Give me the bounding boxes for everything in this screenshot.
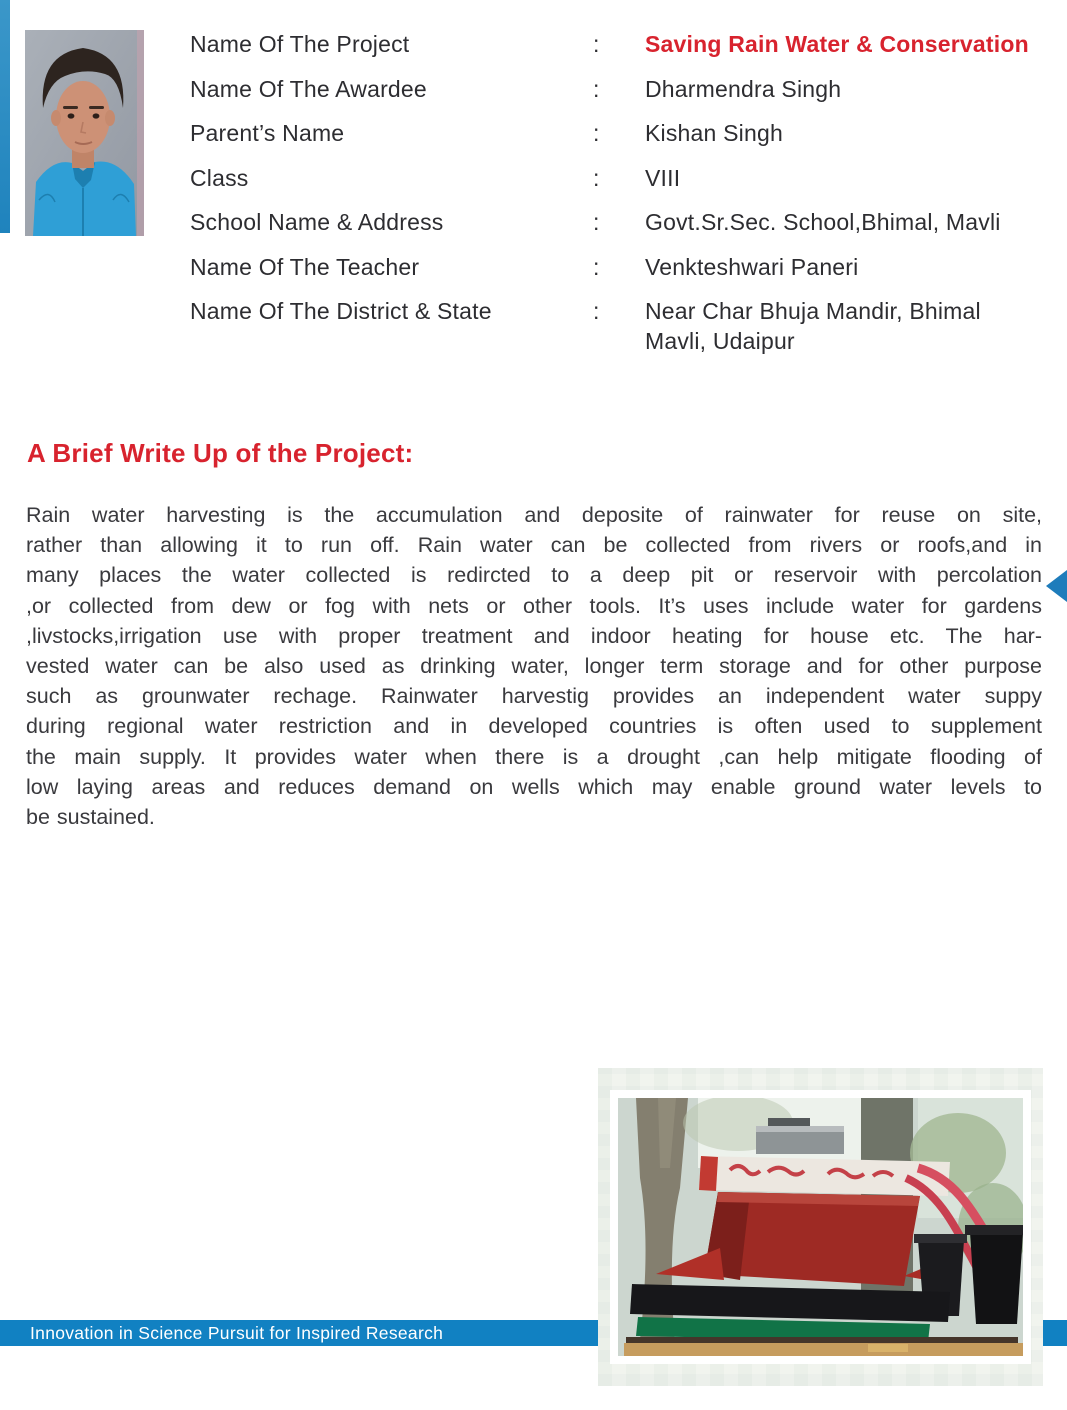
writeup-heading: A Brief Write Up of the Project: [27,438,414,468]
awardee-portrait-illustration [25,30,144,236]
district-state-value [645,289,1067,356]
writeup-line: ,livstocks,irrigation use with proper treatment and indoor heating for house etc. The har- [26,623,1042,648]
row-colon: : [593,209,600,236]
project-model-photo [598,1068,1043,1386]
row-colon: : [593,31,600,57]
writeup-line: Rain water harvesting is the accumulation and deposite of rainwater for reuse on site, [26,503,1042,527]
left-accent-bar [0,0,10,233]
awardee-photo [25,30,144,236]
row-label: Class [190,164,249,191]
district-state-line1: Near Char Bhuja Mandir, Bhimal [645,298,981,325]
teacher-value: Venkteshwari Paneri [645,253,859,280]
footer-banner-text: Innovation in Science Pursuit for Inspired Research [30,1323,444,1343]
class-value: VIII [645,164,681,191]
awardee-name-value: Dharmendra Singh [645,75,842,102]
row-label: Parent’s Name [190,120,345,147]
blue-arrow-icon [1046,570,1067,602]
row-label: Name Of The Project [190,31,410,57]
table-row-school [190,200,1067,245]
writeup-line: during regional water restriction and in developed countries is often used to supplement [26,714,1042,739]
row-label: School Name & Address [190,209,444,236]
writeup-line: the main supply. It provides water when there is a drought ,can help mitigate flooding of [26,744,1042,769]
row-colon: : [593,164,600,191]
writeup-line: such as grounwater rechage. Rainwater harvestig provides an independent water suppy [26,684,1042,709]
writeup-line: ,or collected from dew or fog with nets or other tools. It’s uses include water for gardens [26,593,1042,618]
project-name-value: Saving Rain Water & Conservation [645,31,1029,57]
row-colon: : [593,253,600,280]
row-colon: : [593,120,600,147]
writeup-line: many places the water collected is redircted to a deep pit or reservoir with percolation [26,563,1042,588]
row-label: Name Of The Teacher [190,253,420,280]
project-model-photo-inner [610,1090,1031,1364]
district-state-line2: Mavli, Udaipur [645,328,795,355]
table-row-awardee [190,67,1067,112]
row-label: Name Of The Awardee [190,75,427,102]
project-model-illustration [618,1098,1023,1356]
row-colon: : [593,298,600,325]
school-value: Govt.Sr.Sec. School,Bhimal, Mavli [645,209,1001,236]
parent-name-value: Kishan Singh [645,120,783,147]
info-table [190,22,1067,356]
writeup-line: vested water can be also used as drinking water, longer term storage and for other purpose [26,654,1042,679]
writeup-line: be sustained. [26,805,155,830]
row-label: Name Of The District & State [190,298,492,325]
row-colon: : [593,75,600,102]
writeup-paragraph [26,500,1042,832]
writeup-line: low laying areas and reduces demand on wells which may enable ground water levels to [26,774,1042,799]
table-row-project [190,22,1067,67]
table-row-parent [190,111,1067,156]
table-row-teacher [190,245,1067,290]
table-row-class [190,156,1067,201]
writeup-line: rather than allowing it to run off. Rain water can be collected from rivers or roofs,and in [26,533,1042,558]
table-row-district [190,289,1067,356]
